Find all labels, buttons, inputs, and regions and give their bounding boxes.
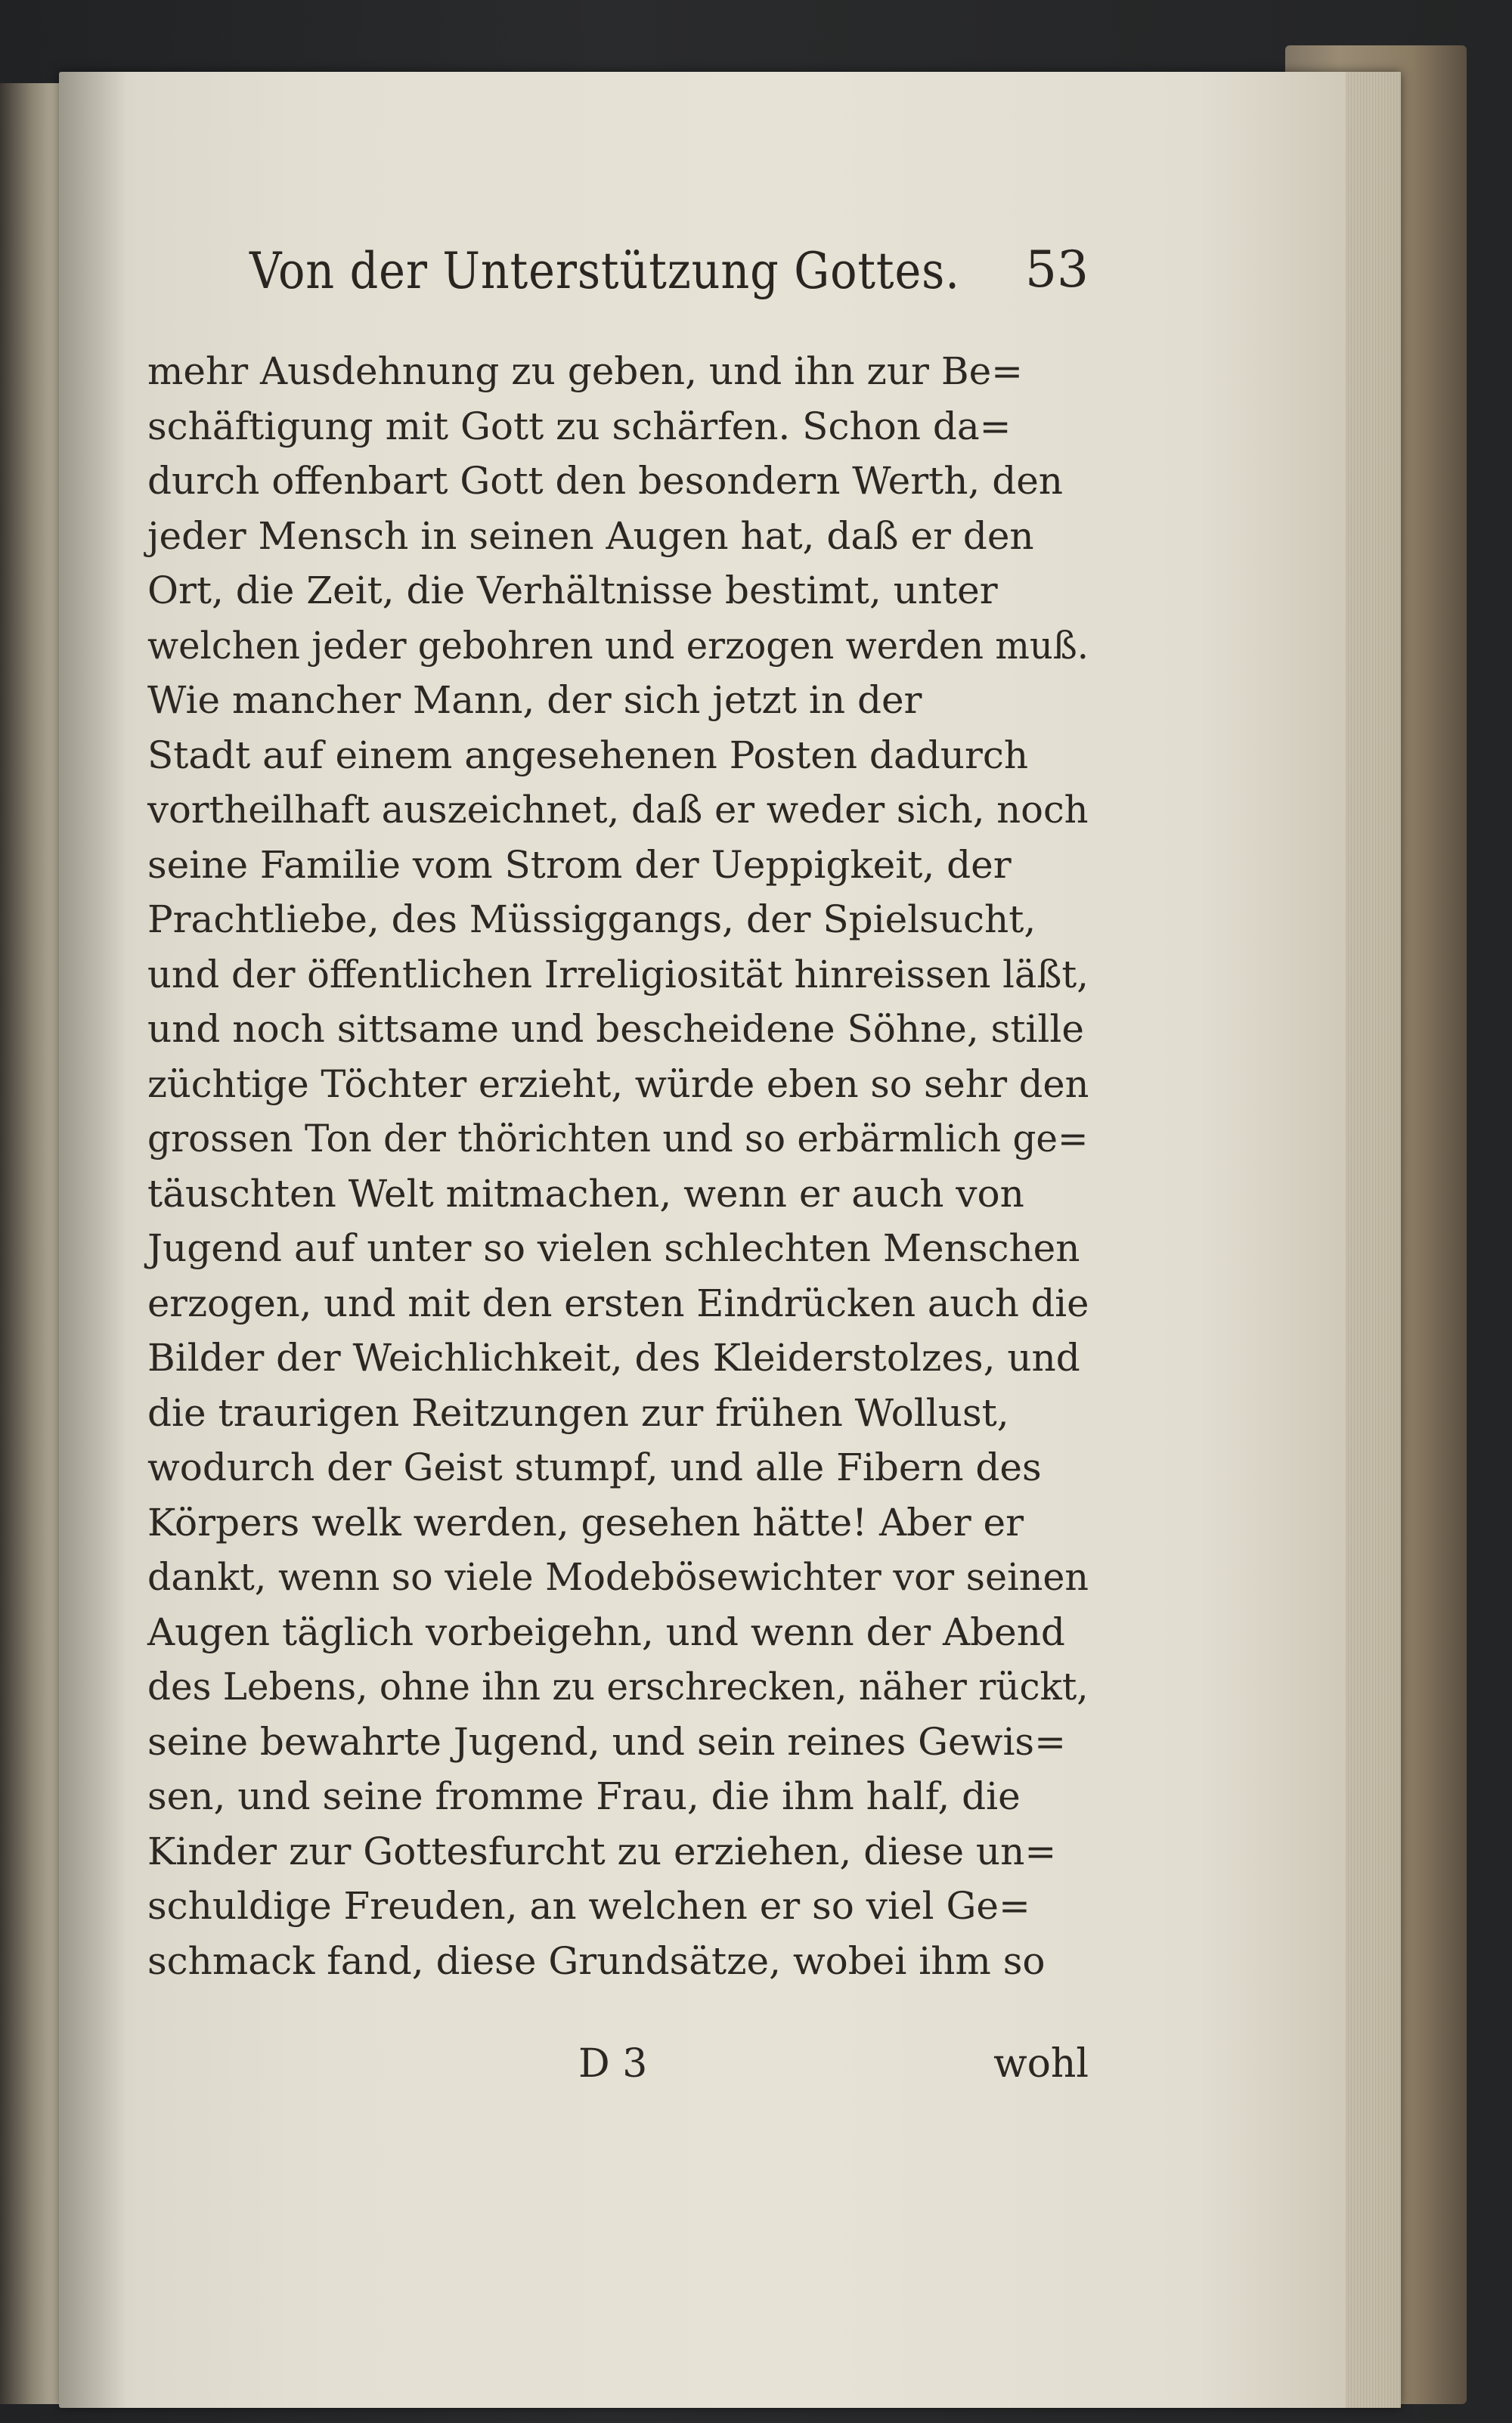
page-header — [249, 227, 1089, 310]
text-line: züchtige Töchter erzieht, würde eben so sehr den — [147, 1061, 1089, 1106]
page-fore-edge — [1346, 72, 1401, 2408]
text-line: durch offenbart Gott den besondern Werth, den — [147, 459, 1063, 503]
running-title: Von der Unterstützung Gottes. — [249, 242, 960, 300]
text-line: die traurigen Reitzungen zur frühen Wollust, — [147, 1390, 1009, 1435]
text-line: Ort, die Zeit, die Verhältnisse bestimt, unter — [147, 569, 998, 612]
body-text — [147, 344, 1089, 1988]
page-footer — [147, 2041, 1089, 2102]
text-line: welchen jeder gebohren und erzogen werden muß. — [147, 623, 1089, 668]
facing-page-edge — [0, 83, 59, 2404]
text-line: seine Familie vom Strom der Ueppigkeit, der — [147, 842, 1012, 887]
text-line: schuldige Freuden, an welchen er so viel Ge= — [147, 1884, 1030, 1928]
text-line: und noch sittsame und bescheidene Söhne, stille — [147, 1007, 1084, 1051]
text-line: dankt, wenn so viele Modebösewichter vor seinen — [147, 1555, 1089, 1599]
text-line: und der öffentlichen Irreligiosität hinreissen läßt, — [147, 952, 1089, 996]
page-number: 53 — [1025, 240, 1089, 299]
text-line: Bilder der Weichlichkeit, des Kleiderstolzes, und — [147, 1336, 1080, 1380]
text-line: Jugend auf unter so vielen schlechten Menschen — [147, 1226, 1080, 1270]
page-gutter-shadow — [59, 72, 127, 2408]
text-line: wodurch der Geist stumpf, und alle Fibern des — [147, 1445, 1042, 1489]
text-line: grossen Ton der thörichten und so erbärmlich ge= — [147, 1117, 1089, 1160]
text-line: jeder Mensch in seinen Augen hat, daß er den — [147, 513, 1034, 558]
text-line: erzogen, und mit den ersten Eindrücken auch die — [147, 1281, 1089, 1325]
text-line: Wie mancher Mann, der sich jetzt in der — [147, 678, 922, 722]
text-line: schmack fand, diese Grundsätze, wobei ihm so — [147, 1938, 1046, 1983]
text-line: täuschten Welt mitmachen, wenn er auch von — [147, 1171, 1024, 1216]
text-line: Prachtliebe, des Müssiggangs, der Spielsucht, — [147, 897, 1036, 941]
text-line: vortheilhaft auszeichnet, daß er weder sich, noch — [147, 788, 1089, 832]
text-line: Körpers welk werden, gesehen hätte! Aber er — [147, 1500, 1024, 1545]
catchword: wohl — [993, 2041, 1089, 2087]
text-line: seine bewahrte Jugend, und sein reines Gewis= — [147, 1719, 1066, 1764]
text-line: mehr Ausdehnung zu geben, und ihn zur Be= — [147, 349, 1024, 393]
text-line: Stadt auf einem angesehenen Posten dadurch — [147, 733, 1029, 777]
text-line: schäftigung mit Gott zu schärfen. Schon da= — [147, 404, 1012, 448]
text-line: Augen täglich vorbeigehn, und wenn der Abend — [147, 1610, 1065, 1654]
text-line: des Lebens, ohne ihn zu erschrecken, näher rückt, — [147, 1665, 1089, 1709]
text-line: Kinder zur Gottesfurcht zu erziehen, diese un= — [147, 1829, 1057, 1873]
signature-mark: D 3 — [578, 2041, 648, 2087]
text-line: sen, und seine fromme Frau, die ihm half, die — [147, 1774, 1021, 1818]
